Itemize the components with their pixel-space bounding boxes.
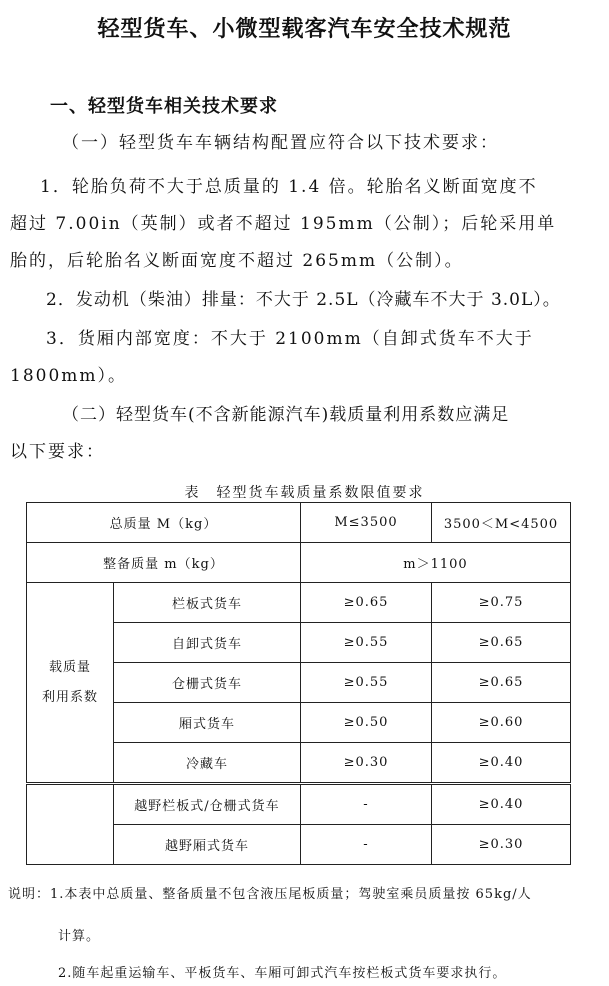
item2-text: 2．发动机（柴油）排量：不大于 2.5L（冷藏车不大于 3.0L）。: [46, 290, 561, 310]
item1-line1: 1．轮胎负荷不大于总质量的 1.4 倍。轮胎名义断面宽度不: [40, 177, 538, 197]
item3-line1: 3．货厢内部宽度：不大于 2100mm（自卸式货车不大于: [46, 329, 534, 349]
vehicle-type: 仓栅式货车: [114, 663, 301, 703]
table-row-curb-mass: [27, 543, 571, 583]
vehicle-type: 越野栏板式/仓栅式货车: [114, 784, 301, 825]
factor-value-b: ≥0.65: [432, 623, 571, 663]
header-range-1: M≤3500: [301, 503, 432, 543]
group-label-line1: 载质量: [48, 659, 91, 675]
factor-value-b: ≥0.40: [432, 743, 571, 784]
factor-value-a: ≥0.50: [301, 703, 432, 743]
vehicle-type: 冷藏车: [114, 743, 301, 784]
factor-value-b: ≥0.40: [432, 784, 571, 825]
header-gross-mass: 总质量 M（kg）: [27, 503, 301, 543]
item3-line2: 1800mm）。: [10, 366, 128, 386]
table-row: [27, 583, 571, 623]
document-title: 轻型货车、小微型载客汽车安全技术规范: [97, 17, 512, 42]
subsection-2-line1: （二）轻型货车(不含新能源汽车)载质量利用系数应满足: [62, 405, 510, 425]
factor-value-a: ≥0.30: [301, 743, 432, 784]
note-line2: 2.随车起重运输车、平板货车、车厢可卸式汽车按栏板式货车要求执行。: [58, 966, 507, 981]
item1-line2: 超过 7.00in（英制）或者不超过 195mm（公制）；后轮采用单: [10, 214, 557, 234]
note-line1-continued: 计算。: [58, 929, 101, 944]
table-row-offroad: [27, 784, 571, 825]
factor-value-b: ≥0.30: [432, 825, 571, 865]
factor-value-a: ≥0.55: [301, 663, 432, 703]
group-label-line2: 利用系数: [41, 689, 98, 705]
factor-value-a: ≥0.55: [301, 623, 432, 663]
vehicle-type: 自卸式货车: [114, 623, 301, 663]
table-caption: 表 轻型货车载质量系数限值要求: [184, 485, 425, 501]
offroad-group-cell: [27, 784, 114, 865]
factor-value-a: -: [301, 784, 432, 825]
item1-line3: 胎的，后轮胎名义断面宽度不超过 265mm（公制）。: [10, 251, 464, 271]
curb-mass-value: m＞1100: [301, 543, 571, 583]
note-line1: 说明：1.本表中总质量、整备质量不包含液压尾板质量；驾驶室乘员质量按 65kg/人: [8, 887, 532, 902]
section-heading: 一、轻型货车相关技术要求: [50, 96, 278, 117]
curb-mass-label: 整备质量 m（kg）: [27, 543, 301, 583]
load-factor-table: [26, 502, 571, 865]
subsection-2-line2: 以下要求：: [10, 442, 105, 462]
table-header-row: [27, 503, 571, 543]
header-range-2: 3500＜M<4500: [432, 503, 571, 543]
vehicle-type: 栏板式货车: [114, 583, 301, 623]
vehicle-type: 厢式货车: [114, 703, 301, 743]
factor-value-a: ≥0.65: [301, 583, 432, 623]
factor-value-b: ≥0.65: [432, 663, 571, 703]
vehicle-type: 越野厢式货车: [114, 825, 301, 865]
subsection-1-heading: （一）轻型货车车辆结构配置应符合以下技术要求：: [62, 133, 499, 153]
factor-value-b: ≥0.75: [432, 583, 571, 623]
factor-value-a: -: [301, 825, 432, 865]
load-factor-group-label: [27, 583, 114, 784]
factor-value-b: ≥0.60: [432, 703, 571, 743]
